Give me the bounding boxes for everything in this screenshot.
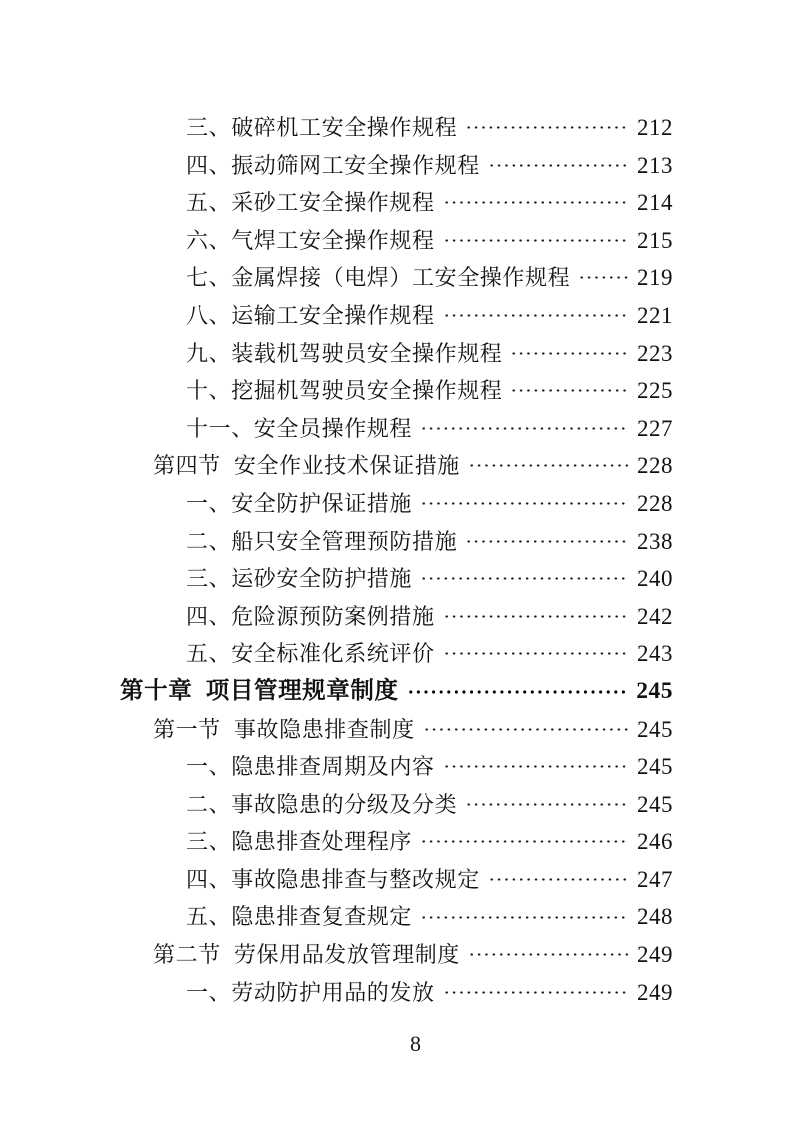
toc-entry [120,147,673,185]
toc-entry-title: 五、安全标准化系统评价 [186,641,435,667]
toc-entry-title: 第一节 事故隐患排查制度 [153,716,415,742]
dot-leader [420,823,628,861]
table-of-contents [120,109,673,1011]
toc-entry-title: 六、气焊工安全操作规程 [186,227,435,253]
toc-entry-page-number: 245 [637,716,673,742]
toc-entry-title: 八、运输工安全操作规程 [186,302,435,328]
toc-entry [120,222,673,260]
dot-leader [510,335,628,373]
toc-entry-title: 五、采砂工安全操作规程 [186,190,435,216]
toc-entry [120,823,673,861]
dot-leader [465,786,628,824]
toc-entry-page-number: 245 [636,677,673,704]
toc-entry [120,786,673,824]
toc-entry [120,974,673,1012]
toc-entry-page-number: 246 [637,829,673,855]
dot-leader [443,635,628,673]
toc-entry-page-number: 249 [637,942,673,968]
toc-entry [120,748,673,786]
toc-entry-page-number: 213 [637,152,673,178]
toc-entry [120,297,673,335]
toc-entry-title: 四、事故隐患排查与整改规定 [186,866,480,892]
dot-leader [423,711,628,749]
toc-entry-title: 四、振动筛网工安全操作规程 [186,152,480,178]
dot-leader [443,974,628,1012]
toc-entry-page-number: 245 [637,791,673,817]
dot-leader [420,485,628,523]
dot-leader [465,109,628,147]
toc-entry-page-number: 242 [637,603,673,629]
dot-leader [510,372,628,410]
toc-entry [120,447,673,485]
toc-entry-page-number: 227 [637,415,673,441]
toc-entry-title: 三、破碎机工安全操作规程 [186,115,458,140]
dot-leader [443,598,628,636]
toc-entry-page-number: 215 [637,227,673,253]
toc-entry-title: 第十章 项目管理规章制度 [120,677,399,704]
toc-entry-title: 第二节 劳保用品发放管理制度 [153,942,460,968]
toc-entry [120,635,673,673]
toc-entry [120,936,673,974]
toc-entry [120,372,673,410]
dot-leader [420,898,628,936]
toc-entry-title: 一、劳动防护用品的发放 [186,979,435,1005]
toc-entry-page-number: 223 [637,340,673,366]
toc-entry-page-number: 249 [637,979,673,1005]
toc-entry-title: 三、隐患排查处理程序 [186,829,413,855]
toc-entry [120,259,673,297]
toc-entry [120,673,673,711]
toc-entry-title: 七、金属焊接（电焊）工安全操作规程 [186,265,571,291]
toc-entry-page-number: 238 [637,528,673,554]
toc-entry [120,335,673,373]
toc-entry [120,711,673,749]
dot-leader [443,748,628,786]
toc-entry-page-number: 228 [637,490,673,516]
toc-entry [120,410,673,448]
toc-entry [120,485,673,523]
dot-leader [420,560,628,598]
toc-entry-page-number: 212 [637,115,673,140]
dot-leader [468,447,628,485]
dot-leader [420,410,628,448]
dot-leader [468,936,628,974]
dot-leader [488,861,628,899]
dot-leader [578,259,628,297]
toc-entry-page-number: 240 [637,566,673,592]
dot-leader [407,673,628,711]
dot-leader [488,147,628,185]
toc-entry-page-number: 228 [637,453,673,479]
toc-entry-page-number: 243 [637,641,673,667]
toc-entry-page-number: 245 [637,754,673,780]
toc-entry [120,523,673,561]
toc-entry-title: 一、安全防护保证措施 [186,490,413,516]
toc-entry-title: 九、装载机驾驶员安全操作规程 [186,340,503,366]
toc-entry [120,560,673,598]
toc-entry-page-number: 247 [637,866,673,892]
toc-entry-title: 十、挖掘机驾驶员安全操作规程 [186,378,503,404]
toc-entry-title: 三、运砂安全防护措施 [186,566,413,592]
toc-entry-title: 五、隐患排查复查规定 [186,904,413,930]
toc-entry-page-number: 219 [637,265,673,291]
toc-entry-page-number: 248 [637,904,673,930]
toc-entry [120,109,673,147]
dot-leader [443,222,628,260]
toc-entry-title: 第四节 安全作业技术保证措施 [153,453,460,479]
toc-entry-page-number: 214 [637,190,673,216]
toc-entry-title: 二、事故隐患的分级及分类 [186,791,458,817]
dot-leader [443,297,628,335]
toc-entry [120,898,673,936]
toc-entry [120,861,673,899]
toc-entry-title: 十一、安全员操作规程 [186,415,413,441]
toc-entry-title: 一、隐患排查周期及内容 [186,754,435,780]
toc-entry [120,184,673,222]
toc-entry-page-number: 225 [637,378,673,404]
dot-leader [443,184,628,222]
page-number: 8 [410,1031,421,1056]
dot-leader [465,523,628,561]
toc-entry [120,598,673,636]
toc-entry-page-number: 221 [637,302,673,328]
toc-entry-title: 四、危险源预防案例措施 [186,603,435,629]
toc-entry-title: 二、船只安全管理预防措施 [186,528,458,554]
